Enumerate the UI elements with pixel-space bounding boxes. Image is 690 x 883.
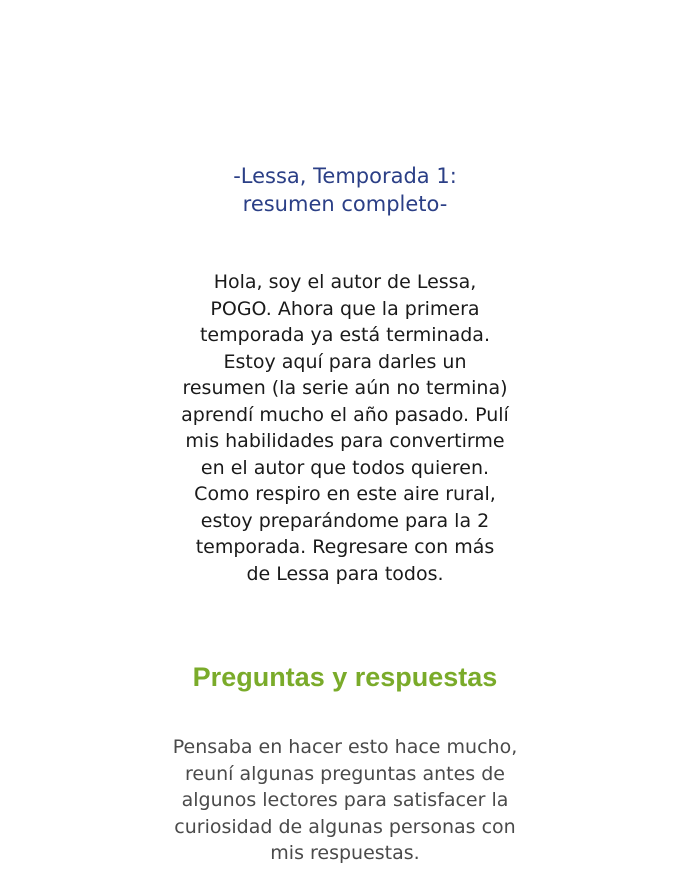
season-summary-heading [0,162,690,218]
qa-intro-line: reuní algunas preguntas antes de [185,762,505,785]
intro-line: resumen (la serie aún no termina) [182,377,508,399]
qa-section-title: Preguntas y respuestas [192,662,498,692]
qa-intro-line: curiosidad de algunas personas con [174,815,516,838]
qa-intro-line: Pensaba en hacer esto hace mucho, [172,736,518,758]
intro-line: Estoy aquí para darles un [223,350,467,373]
heading-line: -Lessa, Temporada 1: [233,164,457,188]
intro-line: temporada ya está terminada. [199,324,490,346]
intro-line: Como respiro en este aire rural, [194,483,496,505]
intro-line: temporada. Regresare con más [195,536,495,558]
heading-line: resumen completo- [242,192,448,216]
intro-line: POGO. Ahora que la primera [210,297,480,320]
intro-line: mis habilidades para convertirme [185,430,505,452]
intro-line: de Lessa para todos. [246,562,444,585]
intro-line: estoy preparándome para la 2 [200,509,490,532]
intro-line: en el autor que todos quieren. [200,456,490,479]
author-intro-paragraph [0,269,690,587]
qa-intro-line: algunos lectores para satisfacer la [181,789,509,811]
qa-intro-paragraph [0,734,690,867]
intro-line: aprendí mucho el año pasado. Pulí [181,403,509,426]
intro-line: Hola, soy el autor de Lessa, [213,271,477,293]
qa-intro-line: mis respuestas. [270,842,420,864]
